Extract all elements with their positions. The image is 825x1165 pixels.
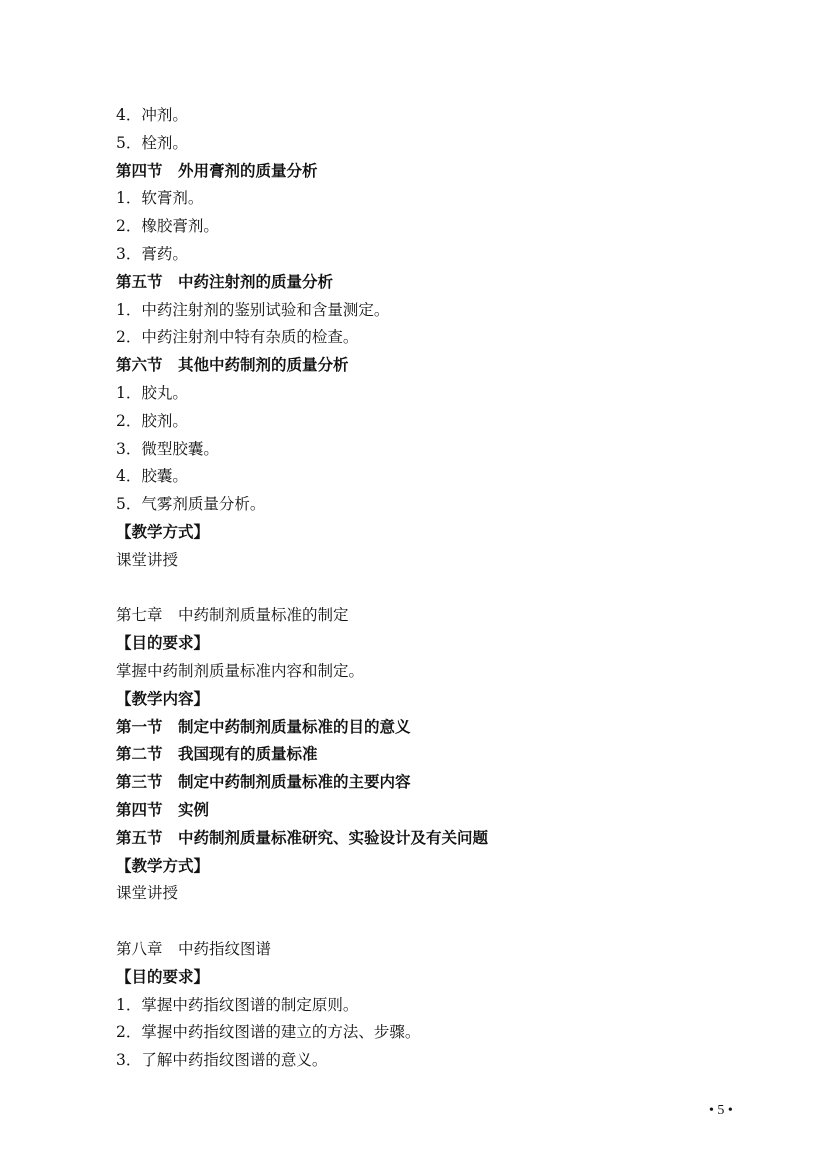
section-heading: 第一节 制定中药制剂质量标准的目的意义 <box>116 717 411 736</box>
text-line: 2．橡胶膏剂。 <box>116 217 219 236</box>
section-heading: 【目的要求】 <box>116 634 210 653</box>
text-line: 4．冲剂。 <box>116 106 188 124</box>
text-line: 课堂讲授 <box>116 550 179 569</box>
text-line: 1．胶丸。 <box>116 383 188 402</box>
text-line: 5．栓剂。 <box>116 133 188 152</box>
page-number: • 5 • <box>709 1103 733 1118</box>
section-heading: 第三节 制定中药制剂质量标准的主要内容 <box>116 773 411 792</box>
section-heading: 第五节 中药制剂质量标准研究、实验设计及有关问题 <box>116 828 489 847</box>
text-line: 课堂讲授 <box>116 884 179 903</box>
section-heading: 【教学内容】 <box>116 689 210 708</box>
section-heading: 第六节 其他中药制剂的质量分析 <box>116 356 349 375</box>
section-heading: 【教学方式】 <box>116 522 210 541</box>
section-heading: 第四节 外用膏剂的质量分析 <box>116 161 318 180</box>
text-line: 1．中药注射剂的鉴别试验和含量测定。 <box>116 300 390 319</box>
text-line: 3．了解中药指纹图谱的意义。 <box>116 1051 328 1070</box>
section-heading: 【教学方式】 <box>116 856 210 875</box>
text-line: 2．胶剂。 <box>116 411 188 430</box>
text-line: 4．胶囊。 <box>116 467 188 486</box>
blank-line <box>116 908 756 936</box>
section-heading: 第二节 我国现有的质量标准 <box>116 745 318 764</box>
section-heading: 第四节 实例 <box>116 800 210 819</box>
text-line: 2．中药注射剂中特有杂质的检查。 <box>116 328 359 347</box>
text-line: 3．微型胶囊。 <box>116 439 219 458</box>
blank-line <box>116 575 756 603</box>
text-line: 掌握中药制剂质量标准内容和制定。 <box>116 661 365 680</box>
section-heading: 【目的要求】 <box>116 967 210 986</box>
text-line: 1．掌握中药指纹图谱的制定原则。 <box>116 995 359 1014</box>
text-line: 1．软膏剂。 <box>116 189 204 208</box>
chapter-heading: 第七章 中药制剂质量标准的制定 <box>116 606 349 625</box>
text-line: 2．掌握中药指纹图谱的建立的方法、步骤。 <box>116 1023 421 1042</box>
text-line: 5．气雾剂质量分析。 <box>116 495 266 514</box>
document-body <box>116 102 756 1075</box>
section-heading: 第五节 中药注射剂的质量分析 <box>116 272 334 291</box>
chapter-heading: 第八章 中药指纹图谱 <box>116 939 272 958</box>
text-line: 3．膏药。 <box>116 244 188 263</box>
